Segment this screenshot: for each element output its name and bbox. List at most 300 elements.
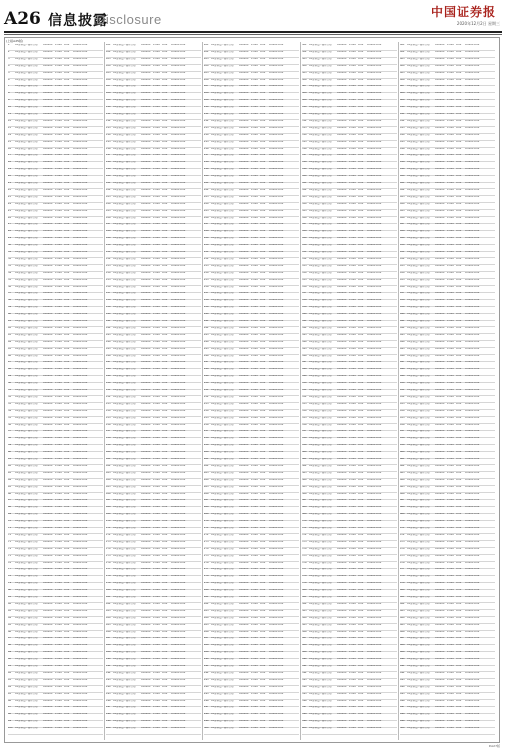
table-row: 405 XX证券资产管理计划 XX0000 1.000 0.00 0.00000.00 [400,71,480,74]
table-row: 411 XX证券资产管理计划 XX0000 1.000 0.00 0.00000.00 [400,113,480,115]
table-row: 83 XX证券资产管理计划 XX0000 1.000 0.00 0.00000.00 [8,609,88,612]
table-row: 241 XX证券资产管理计划 XX0000 1.000 0.00 0.00000.00 [204,320,284,322]
table-row: 95 XX证券资产管理计划 XX0000 1.000 0.00 0.00000.00 [8,692,88,695]
table-row: 350 XX证券资产管理计划 XX0000 1.000 0.00 0.00000.00 [302,382,382,385]
table-row: 440 XX证券资产管理计划 XX0000 1.000 0.00 0.00000.00 [400,313,480,316]
table-row: 108 XX证券资产管理计划 XX0000 1.000 0.00 0.00000.00 [106,92,186,95]
table-row: 280 XX证券资产管理计划 XX0000 1.000 0.00 0.00000.00 [204,589,284,592]
table-row: 343 XX证券资产管理计划 XX0000 1.000 0.00 0.00000.00 [302,333,382,336]
table-row: 226 XX证券资产管理计划 XX0000 1.000 0.00 0.00000.00 [204,216,284,219]
table-row: 460 XX证券资产管理计划 XX0000 1.000 0.00 0.00000.00 [400,451,480,454]
table-row: 339 XX证券资产管理计划 XX0000 1.000 0.00 0.00000.00 [302,306,382,309]
table-row: 113 XX证券资产管理计划 XX0000 1.000 0.00 0.00000.00 [106,126,186,129]
table-row: 466 XX证券资产管理计划 XX0000 1.000 0.00 0.00000.00 [400,492,480,495]
table-row: 491 XX证券资产管理计划 XX0000 1.000 0.00 0.00000.00 [400,665,480,667]
table-row: 348 XX证券资产管理计划 XX0000 1.000 0.00 0.00000.00 [302,368,382,371]
table-row: 271 XX证券资产管理计划 XX0000 1.000 0.00 0.00000.00 [204,527,284,529]
table-row: 231 XX证券资产管理计划 XX0000 1.000 0.00 0.00000.00 [204,251,284,253]
table-row: 458 XX证券资产管理计划 XX0000 1.000 0.00 0.00000.00 [400,437,480,440]
table-row: 306 XX证券资产管理计划 XX0000 1.000 0.00 0.00000.00 [302,78,382,81]
table-row: 340 XX证券资产管理计划 XX0000 1.000 0.00 0.00000.00 [302,313,382,316]
table-row: 32 XX证券资产管理计划 XX0000 1.000 0.00 0.00000.00 [8,257,88,260]
table-row: 272 XX证券资产管理计划 XX0000 1.000 0.00 0.00000.00 [204,533,284,536]
table-row: 212 XX证券资产管理计划 XX0000 1.000 0.00 0.00000.00 [204,119,284,122]
table-row: 357 XX证券资产管理计划 XX0000 1.000 0.00 0.00000.00 [302,430,382,433]
table-row: 121 XX证券资产管理计划 XX0000 1.000 0.00 0.00000.00 [106,182,186,184]
table-row: 136 XX证券资产管理计划 XX0000 1.000 0.00 0.00000.00 [106,285,186,288]
table-row: 123 XX证券资产管理计划 XX0000 1.000 0.00 0.00000.00 [106,195,186,198]
table-row: 55 XX证券资产管理计划 XX0000 1.000 0.00 0.00000.00 [8,416,88,419]
table-row: 125 XX证券资产管理计划 XX0000 1.000 0.00 0.00000.00 [106,209,186,212]
table-row: 152 XX证券资产管理计划 XX0000 1.000 0.00 0.00000.00 [106,395,186,398]
table-row: 286 XX证券资产管理计划 XX0000 1.000 0.00 0.00000.00 [204,630,284,633]
table-row: 112 XX证券资产管理计划 XX0000 1.000 0.00 0.00000.00 [106,119,186,122]
table-row: 128 XX证券资产管理计划 XX0000 1.000 0.00 0.00000.00 [106,230,186,233]
table-row: 165 XX证券资产管理计划 XX0000 1.000 0.00 0.00000.00 [106,485,186,488]
table-row: 309 XX证券资产管理计划 XX0000 1.000 0.00 0.00000.00 [302,99,382,102]
table-row: 107 XX证券资产管理计划 XX0000 1.000 0.00 0.00000.00 [106,85,186,88]
table-row: 329 XX证券资产管理计划 XX0000 1.000 0.00 0.00000.00 [302,237,382,240]
table-row: 324 XX证券资产管理计划 XX0000 1.000 0.00 0.00000.00 [302,202,382,205]
table-row: 390 XX证券资产管理计划 XX0000 1.000 0.00 0.00000.00 [302,658,382,661]
table-row: 299 XX证券资产管理计划 XX0000 1.000 0.00 0.00000.00 [204,720,284,723]
table-row: 236 XX证券资产管理计划 XX0000 1.000 0.00 0.00000.00 [204,285,284,288]
table-row: 316 XX证券资产管理计划 XX0000 1.000 0.00 0.00000.00 [302,147,382,150]
table-row: 333 XX证券资产管理计划 XX0000 1.000 0.00 0.00000.00 [302,264,382,267]
table-row: 73 XX证券资产管理计划 XX0000 1.000 0.00 0.00000.00 [8,540,88,543]
table-row: 345 XX证券资产管理计划 XX0000 1.000 0.00 0.00000.00 [302,347,382,350]
table-row: 68 XX证券资产管理计划 XX0000 1.000 0.00 0.00000.00 [8,506,88,509]
table-row: 157 XX证券资产管理计划 XX0000 1.000 0.00 0.00000.00 [106,430,186,433]
table-row: 90 XX证券资产管理计划 XX0000 1.000 0.00 0.00000.00 [8,658,88,661]
table-row: 220 XX证券资产管理计划 XX0000 1.000 0.00 0.00000.00 [204,175,284,178]
table-row: 181 XX证券资产管理计划 XX0000 1.000 0.00 0.00000.00 [106,596,186,598]
table-row: 269 XX证券资产管理计划 XX0000 1.000 0.00 0.00000.00 [204,513,284,516]
table-row: 61 XX证券资产管理计划 XX0000 1.000 0.00 0.00000.00 [8,458,88,460]
table-row: 456 XX证券资产管理计划 XX0000 1.000 0.00 0.00000.00 [400,423,480,426]
table-row: 156 XX证券资产管理计划 XX0000 1.000 0.00 0.00000.00 [106,423,186,426]
table-row: 388 XX证券资产管理计划 XX0000 1.000 0.00 0.00000.00 [302,644,382,647]
table-row: 356 XX证券资产管理计划 XX0000 1.000 0.00 0.00000.00 [302,423,382,426]
table-row: 134 XX证券资产管理计划 XX0000 1.000 0.00 0.00000.00 [106,271,186,274]
table-row: 448 XX证券资产管理计划 XX0000 1.000 0.00 0.00000.00 [400,368,480,371]
table-row: 100 XX证券资产管理计划 XX0000 1.000 0.00 0.00000.00 [8,727,88,730]
table-row: 259 XX证券资产管理计划 XX0000 1.000 0.00 0.00000.00 [204,444,284,447]
table-row: 19 XX证券资产管理计划 XX0000 1.000 0.00 0.00000.00 [8,168,88,171]
table-row: 439 XX证券资产管理计划 XX0000 1.000 0.00 0.00000.00 [400,306,480,309]
table-row: 317 XX证券资产管理计划 XX0000 1.000 0.00 0.00000.00 [302,154,382,157]
table-row: 18 XX证券资产管理计划 XX0000 1.000 0.00 0.00000.00 [8,161,88,164]
table-row: 326 XX证券资产管理计划 XX0000 1.000 0.00 0.00000.00 [302,216,382,219]
table-row: 378 XX证券资产管理计划 XX0000 1.000 0.00 0.00000.00 [302,575,382,578]
table-row: 127 XX证券资产管理计划 XX0000 1.000 0.00 0.00000.00 [106,223,186,226]
table-row: 291 XX证券资产管理计划 XX0000 1.000 0.00 0.00000.00 [204,665,284,667]
table-row: 265 XX证券资产管理计划 XX0000 1.000 0.00 0.00000.00 [204,485,284,488]
table-row: 59 XX证券资产管理计划 XX0000 1.000 0.00 0.00000.00 [8,444,88,447]
table-row: 443 XX证券资产管理计划 XX0000 1.000 0.00 0.00000.00 [400,333,480,336]
table-row: 368 XX证券资产管理计划 XX0000 1.000 0.00 0.00000.00 [302,506,382,509]
table-row: 353 XX证券资产管理计划 XX0000 1.000 0.00 0.00000.00 [302,402,382,405]
table-row: 325 XX证券资产管理计划 XX0000 1.000 0.00 0.00000.00 [302,209,382,212]
table-row: 139 XX证券资产管理计划 XX0000 1.000 0.00 0.00000.00 [106,306,186,309]
table-row: 143 XX证券资产管理计划 XX0000 1.000 0.00 0.00000.00 [106,333,186,336]
table-row: 202 XX证券资产管理计划 XX0000 1.000 0.00 0.00000.00 [204,50,284,53]
table-row: 75 XX证券资产管理计划 XX0000 1.000 0.00 0.00000.00 [8,554,88,557]
table-row: 43 XX证券资产管理计划 XX0000 1.000 0.00 0.00000.00 [8,333,88,336]
table-row: 172 XX证券资产管理计划 XX0000 1.000 0.00 0.00000.00 [106,533,186,536]
table-row: 455 XX证券资产管理计划 XX0000 1.000 0.00 0.00000.00 [400,416,480,419]
table-row: 255 XX证券资产管理计划 XX0000 1.000 0.00 0.00000.00 [204,416,284,419]
table-row: 205 XX证券资产管理计划 XX0000 1.000 0.00 0.00000.00 [204,71,284,74]
table-row: 67 XX证券资产管理计划 XX0000 1.000 0.00 0.00000.00 [8,499,88,502]
table-row: 93 XX证券资产管理计划 XX0000 1.000 0.00 0.00000.00 [8,678,88,681]
table-row: 250 XX证券资产管理计划 XX0000 1.000 0.00 0.00000.00 [204,382,284,385]
table-row: 358 XX证券资产管理计划 XX0000 1.000 0.00 0.00000.00 [302,437,382,440]
table-row: 457 XX证券资产管理计划 XX0000 1.000 0.00 0.00000.00 [400,430,480,433]
table-row: 235 XX证券资产管理计划 XX0000 1.000 0.00 0.00000.00 [204,278,284,281]
table-row: 421 XX证券资产管理计划 XX0000 1.000 0.00 0.00000.00 [400,182,480,184]
table-row: 441 XX证券资产管理计划 XX0000 1.000 0.00 0.00000.00 [400,320,480,322]
table-row: 410 XX证券资产管理计划 XX0000 1.000 0.00 0.00000.00 [400,106,480,109]
table-row: 14 XX证券资产管理计划 XX0000 1.000 0.00 0.00000.00 [8,133,88,136]
table-row: 349 XX证券资产管理计划 XX0000 1.000 0.00 0.00000.00 [302,375,382,378]
table-row: 419 XX证券资产管理计划 XX0000 1.000 0.00 0.00000.00 [400,168,480,171]
table-row: 489 XX证券资产管理计划 XX0000 1.000 0.00 0.00000.00 [400,651,480,654]
table-row: 401 XX证券资产管理计划 XX0000 1.000 0.00 0.00000.00 [400,44,480,46]
table-row: 274 XX证券资产管理计划 XX0000 1.000 0.00 0.00000.00 [204,547,284,550]
table-row: 320 XX证券资产管理计划 XX0000 1.000 0.00 0.00000.00 [302,175,382,178]
table-row: 145 XX证券资产管理计划 XX0000 1.000 0.00 0.00000.00 [106,347,186,350]
table-row: 53 XX证券资产管理计划 XX0000 1.000 0.00 0.00000.00 [8,402,88,405]
table-row: 289 XX证券资产管理计划 XX0000 1.000 0.00 0.00000.00 [204,651,284,654]
table-row: 264 XX证券资产管理计划 XX0000 1.000 0.00 0.00000.00 [204,478,284,481]
table-row: 473 XX证券资产管理计划 XX0000 1.000 0.00 0.00000.00 [400,540,480,543]
table-row: 115 XX证券资产管理计划 XX0000 1.000 0.00 0.00000.00 [106,140,186,143]
table-row: 392 XX证券资产管理计划 XX0000 1.000 0.00 0.00000.00 [302,671,382,674]
table-row: 74 XX证券资产管理计划 XX0000 1.000 0.00 0.00000.00 [8,547,88,550]
table-row: 34 XX证券资产管理计划 XX0000 1.000 0.00 0.00000.00 [8,271,88,274]
table-row: 150 XX证券资产管理计划 XX0000 1.000 0.00 0.00000.00 [106,382,186,385]
table-row: 277 XX证券资产管理计划 XX0000 1.000 0.00 0.00000.00 [204,568,284,571]
table-row: 168 XX证券资产管理计划 XX0000 1.000 0.00 0.00000.00 [106,506,186,509]
table-row: 284 XX证券资产管理计划 XX0000 1.000 0.00 0.00000.00 [204,616,284,619]
table-row: 337 XX证券资产管理计划 XX0000 1.000 0.00 0.00000.00 [302,292,382,295]
table-row: 246 XX证券资产管理计划 XX0000 1.000 0.00 0.00000.00 [204,354,284,357]
table-row: 219 XX证券资产管理计划 XX0000 1.000 0.00 0.00000.00 [204,168,284,171]
table-row: 126 XX证券资产管理计划 XX0000 1.000 0.00 0.00000.00 [106,216,186,219]
table-row: 69 XX证券资产管理计划 XX0000 1.000 0.00 0.00000.00 [8,513,88,516]
table-row: 198 XX证券资产管理计划 XX0000 1.000 0.00 0.00000.00 [106,713,186,716]
table-row: 169 XX证券资产管理计划 XX0000 1.000 0.00 0.00000.00 [106,513,186,516]
table-row: 244 XX证券资产管理计划 XX0000 1.000 0.00 0.00000.00 [204,340,284,343]
table-row: 190 XX证券资产管理计划 XX0000 1.000 0.00 0.00000.00 [106,658,186,661]
issue-date: 2020年12月2日 星期三 [456,21,500,26]
table-row: 103 XX证券资产管理计划 XX0000 1.000 0.00 0.00000.00 [106,57,186,60]
table-row: 49 XX证券资产管理计划 XX0000 1.000 0.00 0.00000.00 [8,375,88,378]
table-row: 423 XX证券资产管理计划 XX0000 1.000 0.00 0.00000.00 [400,195,480,198]
table-row: 84 XX证券资产管理计划 XX0000 1.000 0.00 0.00000.00 [8,616,88,619]
table-row: 301 XX证券资产管理计划 XX0000 1.000 0.00 0.00000.00 [302,44,382,46]
table-row: 186 XX证券资产管理计划 XX0000 1.000 0.00 0.00000.00 [106,630,186,633]
table-row: 193 XX证券资产管理计划 XX0000 1.000 0.00 0.00000.00 [106,678,186,681]
table-row: 37 XX证券资产管理计划 XX0000 1.000 0.00 0.00000.00 [8,292,88,295]
table-row: 360 XX证券资产管理计划 XX0000 1.000 0.00 0.00000.00 [302,451,382,454]
table-row: 397 XX证券资产管理计划 XX0000 1.000 0.00 0.00000.00 [302,706,382,709]
column-divider [398,42,399,740]
table-row: 318 XX证券资产管理计划 XX0000 1.000 0.00 0.00000.00 [302,161,382,164]
table-row: 338 XX证券资产管理计划 XX0000 1.000 0.00 0.00000.00 [302,299,382,302]
table-row: 300 XX证券资产管理计划 XX0000 1.000 0.00 0.00000.00 [204,727,284,730]
table-row: 384 XX证券资产管理计划 XX0000 1.000 0.00 0.00000.00 [302,616,382,619]
table-row: 347 XX证券资产管理计划 XX0000 1.000 0.00 0.00000.00 [302,361,382,364]
table-row: 2 XX证券资产管理计划 XX0000 1.000 0.00 0.00000.00 [8,50,88,53]
table-row: 288 XX证券资产管理计划 XX0000 1.000 0.00 0.00000.00 [204,644,284,647]
table-row: 11 XX证券资产管理计划 XX0000 1.000 0.00 0.00000.00 [8,113,88,115]
table-row: 229 XX证券资产管理计划 XX0000 1.000 0.00 0.00000.00 [204,237,284,240]
table-row: 195 XX证券资产管理计划 XX0000 1.000 0.00 0.00000.00 [106,692,186,695]
table-row: 62 XX证券资产管理计划 XX0000 1.000 0.00 0.00000.00 [8,464,88,467]
table-row: 36 XX证券资产管理计划 XX0000 1.000 0.00 0.00000.00 [8,285,88,288]
table-row: 331 XX证券资产管理计划 XX0000 1.000 0.00 0.00000.00 [302,251,382,253]
table-row: 3 XX证券资产管理计划 XX0000 1.000 0.00 0.00000.00 [8,57,88,60]
table-row: 199 XX证券资产管理计划 XX0000 1.000 0.00 0.00000.00 [106,720,186,723]
table-row: 50 XX证券资产管理计划 XX0000 1.000 0.00 0.00000.00 [8,382,88,385]
table-row: 479 XX证券资产管理计划 XX0000 1.000 0.00 0.00000.00 [400,582,480,585]
table-row: 147 XX证券资产管理计划 XX0000 1.000 0.00 0.00000.00 [106,361,186,364]
table-row: 179 XX证券资产管理计划 XX0000 1.000 0.00 0.00000.00 [106,582,186,585]
table-row: 296 XX证券资产管理计划 XX0000 1.000 0.00 0.00000.00 [204,699,284,702]
table-row: 361 XX证券资产管理计划 XX0000 1.000 0.00 0.00000.00 [302,458,382,460]
table-row: 495 XX证券资产管理计划 XX0000 1.000 0.00 0.00000.00 [400,692,480,695]
table-row: 20 XX证券资产管理计划 XX0000 1.000 0.00 0.00000.00 [8,175,88,178]
table-row: 254 XX证券资产管理计划 XX0000 1.000 0.00 0.00000.00 [204,409,284,412]
table-row: 483 XX证券资产管理计划 XX0000 1.000 0.00 0.00000.00 [400,609,480,612]
table-row: 278 XX证券资产管理计划 XX0000 1.000 0.00 0.00000.00 [204,575,284,578]
table-row: 482 XX证券资产管理计划 XX0000 1.000 0.00 0.00000.00 [400,602,480,605]
table-row: 242 XX证券资产管理计划 XX0000 1.000 0.00 0.00000.00 [204,326,284,329]
table-row: 279 XX证券资产管理计划 XX0000 1.000 0.00 0.00000.00 [204,582,284,585]
table-row: 484 XX证券资产管理计划 XX0000 1.000 0.00 0.00000.00 [400,616,480,619]
table-row: 481 XX证券资产管理计划 XX0000 1.000 0.00 0.00000.00 [400,596,480,598]
table-row: 253 XX证券资产管理计划 XX0000 1.000 0.00 0.00000.00 [204,402,284,405]
masthead [0,0,506,30]
table-row: 141 XX证券资产管理计划 XX0000 1.000 0.00 0.00000.00 [106,320,186,322]
table-row: 487 XX证券资产管理计划 XX0000 1.000 0.00 0.00000.00 [400,637,480,640]
table-column [204,44,299,740]
table-row: 89 XX证券资产管理计划 XX0000 1.000 0.00 0.00000.00 [8,651,88,654]
table-row: 408 XX证券资产管理计划 XX0000 1.000 0.00 0.00000.00 [400,92,480,95]
table-row: 370 XX证券资产管理计划 XX0000 1.000 0.00 0.00000.00 [302,520,382,523]
table-row: 342 XX证券资产管理计划 XX0000 1.000 0.00 0.00000.00 [302,326,382,329]
table-row: 285 XX证券资产管理计划 XX0000 1.000 0.00 0.00000.00 [204,623,284,626]
table-row: 81 XX证券资产管理计划 XX0000 1.000 0.00 0.00000.00 [8,596,88,598]
table-row: 38 XX证券资产管理计划 XX0000 1.000 0.00 0.00000.00 [8,299,88,302]
table-row: 366 XX证券资产管理计划 XX0000 1.000 0.00 0.00000.00 [302,492,382,495]
table-row: 210 XX证券资产管理计划 XX0000 1.000 0.00 0.00000.00 [204,106,284,109]
table-row: 281 XX证券资产管理计划 XX0000 1.000 0.00 0.00000.00 [204,596,284,598]
table-row: 367 XX证券资产管理计划 XX0000 1.000 0.00 0.00000.00 [302,499,382,502]
table-row: 42 XX证券资产管理计划 XX0000 1.000 0.00 0.00000.00 [8,326,88,329]
table-row: 96 XX证券资产管理计划 XX0000 1.000 0.00 0.00000.00 [8,699,88,702]
table-row: 379 XX证券资产管理计划 XX0000 1.000 0.00 0.00000.00 [302,582,382,585]
table-row: 4 XX证券资产管理计划 XX0000 1.000 0.00 0.00000.00 [8,64,88,67]
table-row: 80 XX证券资产管理计划 XX0000 1.000 0.00 0.00000.00 [8,589,88,592]
table-row: 46 XX证券资产管理计划 XX0000 1.000 0.00 0.00000.00 [8,354,88,357]
table-row: 239 XX证券资产管理计划 XX0000 1.000 0.00 0.00000.00 [204,306,284,309]
table-row: 480 XX证券资产管理计划 XX0000 1.000 0.00 0.00000.00 [400,589,480,592]
table-row: 118 XX证券资产管理计划 XX0000 1.000 0.00 0.00000.00 [106,161,186,164]
table-row: 287 XX证券资产管理计划 XX0000 1.000 0.00 0.00000.00 [204,637,284,640]
table-row: 224 XX证券资产管理计划 XX0000 1.000 0.00 0.00000.00 [204,202,284,205]
table-row: 163 XX证券资产管理计划 XX0000 1.000 0.00 0.00000.00 [106,471,186,474]
table-row: 200 XX证券资产管理计划 XX0000 1.000 0.00 0.00000.00 [106,727,186,730]
table-row: 261 XX证券资产管理计划 XX0000 1.000 0.00 0.00000.00 [204,458,284,460]
table-row: 322 XX证券资产管理计划 XX0000 1.000 0.00 0.00000.00 [302,188,382,191]
table-row: 383 XX证券资产管理计划 XX0000 1.000 0.00 0.00000.00 [302,609,382,612]
table-row: 111 XX证券资产管理计划 XX0000 1.000 0.00 0.00000.00 [106,113,186,115]
table-row: 380 XX证券资产管理计划 XX0000 1.000 0.00 0.00000.00 [302,589,382,592]
table-row: 230 XX证券资产管理计划 XX0000 1.000 0.00 0.00000.00 [204,244,284,247]
table-row: 465 XX证券资产管理计划 XX0000 1.000 0.00 0.00000.00 [400,485,480,488]
next-page-note: P.A27版 [488,744,500,748]
table-row: 344 XX证券资产管理计划 XX0000 1.000 0.00 0.00000.00 [302,340,382,343]
table-row: 106 XX证券资产管理计划 XX0000 1.000 0.00 0.00000.00 [106,78,186,81]
table-row: 101 XX证券资产管理计划 XX0000 1.000 0.00 0.00000.00 [106,44,186,46]
table-row: 146 XX证券资产管理计划 XX0000 1.000 0.00 0.00000.00 [106,354,186,357]
table-row: 51 XX证券资产管理计划 XX0000 1.000 0.00 0.00000.00 [8,389,88,391]
table-row: 363 XX证券资产管理计划 XX0000 1.000 0.00 0.00000.00 [302,471,382,474]
table-row: 174 XX证券资产管理计划 XX0000 1.000 0.00 0.00000.00 [106,547,186,550]
table-row: 416 XX证券资产管理计划 XX0000 1.000 0.00 0.00000.00 [400,147,480,150]
table-row: 330 XX证券资产管理计划 XX0000 1.000 0.00 0.00000.00 [302,244,382,247]
table-row: 175 XX证券资产管理计划 XX0000 1.000 0.00 0.00000.00 [106,554,186,557]
table-row: 153 XX证券资产管理计划 XX0000 1.000 0.00 0.00000.00 [106,402,186,405]
table-row: 400 XX证券资产管理计划 XX0000 1.000 0.00 0.00000.00 [302,727,382,730]
table-row: 15 XX证券资产管理计划 XX0000 1.000 0.00 0.00000.00 [8,140,88,143]
table-row: 28 XX证券资产管理计划 XX0000 1.000 0.00 0.00000.00 [8,230,88,233]
table-row: 188 XX证券资产管理计划 XX0000 1.000 0.00 0.00000.00 [106,644,186,647]
table-row: 54 XX证券资产管理计划 XX0000 1.000 0.00 0.00000.00 [8,409,88,412]
table-row: 160 XX证券资产管理计划 XX0000 1.000 0.00 0.00000.00 [106,451,186,454]
table-row: 64 XX证券资产管理计划 XX0000 1.000 0.00 0.00000.00 [8,478,88,481]
table-row: 434 XX证券资产管理计划 XX0000 1.000 0.00 0.00000.00 [400,271,480,274]
table-row: 407 XX证券资产管理计划 XX0000 1.000 0.00 0.00000.00 [400,85,480,88]
table-row: 335 XX证券资产管理计划 XX0000 1.000 0.00 0.00000.00 [302,278,382,281]
table-row: 402 XX证券资产管理计划 XX0000 1.000 0.00 0.00000.00 [400,50,480,53]
table-row: 258 XX证券资产管理计划 XX0000 1.000 0.00 0.00000.00 [204,437,284,440]
table-row: 12 XX证券资产管理计划 XX0000 1.000 0.00 0.00000.00 [8,119,88,122]
table-row: 237 XX证券资产管理计划 XX0000 1.000 0.00 0.00000.00 [204,292,284,295]
table-row: 216 XX证券资产管理计划 XX0000 1.000 0.00 0.00000.00 [204,147,284,150]
table-row: 120 XX证券资产管理计划 XX0000 1.000 0.00 0.00000.00 [106,175,186,178]
table-row: 381 XX证券资产管理计划 XX0000 1.000 0.00 0.00000.00 [302,596,382,598]
newspaper-logo: 中国证券报 [430,5,496,19]
table-row: 207 XX证券资产管理计划 XX0000 1.000 0.00 0.00000.00 [204,85,284,88]
table-row: 435 XX证券资产管理计划 XX0000 1.000 0.00 0.00000.00 [400,278,480,281]
table-row: 135 XX证券资产管理计划 XX0000 1.000 0.00 0.00000.00 [106,278,186,281]
table-row: 144 XX证券资产管理计划 XX0000 1.000 0.00 0.00000.00 [106,340,186,343]
table-row: 41 XX证券资产管理计划 XX0000 1.000 0.00 0.00000.00 [8,320,88,322]
table-row: 232 XX证券资产管理计划 XX0000 1.000 0.00 0.00000.00 [204,257,284,260]
table-row: 494 XX证券资产管理计划 XX0000 1.000 0.00 0.00000.00 [400,685,480,688]
table-row: 91 XX证券资产管理计划 XX0000 1.000 0.00 0.00000.00 [8,665,88,667]
column-divider [202,42,203,740]
table-row: 87 XX证券资产管理计划 XX0000 1.000 0.00 0.00000.00 [8,637,88,640]
table-row: 297 XX证券资产管理计划 XX0000 1.000 0.00 0.00000.00 [204,706,284,709]
table-row: 290 XX证券资产管理计划 XX0000 1.000 0.00 0.00000.00 [204,658,284,661]
table-row: 433 XX证券资产管理计划 XX0000 1.000 0.00 0.00000.00 [400,264,480,267]
table-row: 352 XX证券资产管理计划 XX0000 1.000 0.00 0.00000.00 [302,395,382,398]
table-row: 468 XX证券资产管理计划 XX0000 1.000 0.00 0.00000.00 [400,506,480,509]
table-row: 9 XX证券资产管理计划 XX0000 1.000 0.00 0.00000.00 [8,99,88,102]
table-row: 412 XX证券资产管理计划 XX0000 1.000 0.00 0.00000.00 [400,119,480,122]
table-row: 159 XX证券资产管理计划 XX0000 1.000 0.00 0.00000.00 [106,444,186,447]
table-row: 369 XX证券资产管理计划 XX0000 1.000 0.00 0.00000.00 [302,513,382,516]
table-row: 1 XX证券资产管理计划 XX0000 1.000 0.00 0.00000.00 [8,44,88,46]
table-row: 449 XX证券资产管理计划 XX0000 1.000 0.00 0.00000.00 [400,375,480,378]
table-row: 149 XX证券资产管理计划 XX0000 1.000 0.00 0.00000.00 [106,375,186,378]
table-row: 192 XX证券资产管理计划 XX0000 1.000 0.00 0.00000.00 [106,671,186,674]
table-row: 313 XX证券资产管理计划 XX0000 1.000 0.00 0.00000.00 [302,126,382,129]
table-row: 218 XX证券资产管理计划 XX0000 1.000 0.00 0.00000.00 [204,161,284,164]
table-row: 365 XX证券资产管理计划 XX0000 1.000 0.00 0.00000.00 [302,485,382,488]
table-row: 208 XX证券资产管理计划 XX0000 1.000 0.00 0.00000.00 [204,92,284,95]
table-row: 189 XX证券资产管理计划 XX0000 1.000 0.00 0.00000.00 [106,651,186,654]
table-row: 221 XX证券资产管理计划 XX0000 1.000 0.00 0.00000.00 [204,182,284,184]
table-row: 334 XX证券资产管理计划 XX0000 1.000 0.00 0.00000.00 [302,271,382,274]
table-row: 65 XX证券资产管理计划 XX0000 1.000 0.00 0.00000.00 [8,485,88,488]
table-row: 35 XX证券资产管理计划 XX0000 1.000 0.00 0.00000.00 [8,278,88,281]
table-row: 182 XX证券资产管理计划 XX0000 1.000 0.00 0.00000.00 [106,602,186,605]
table-row: 252 XX证券资产管理计划 XX0000 1.000 0.00 0.00000.00 [204,395,284,398]
table-row: 70 XX证券资产管理计划 XX0000 1.000 0.00 0.00000.00 [8,520,88,523]
table-row: 39 XX证券资产管理计划 XX0000 1.000 0.00 0.00000.00 [8,306,88,309]
table-row: 362 XX证券资产管理计划 XX0000 1.000 0.00 0.00000.00 [302,464,382,467]
table-row: 346 XX证券资产管理计划 XX0000 1.000 0.00 0.00000.00 [302,354,382,357]
table-row: 267 XX证券资产管理计划 XX0000 1.000 0.00 0.00000.00 [204,499,284,502]
table-row: 293 XX证券资产管理计划 XX0000 1.000 0.00 0.00000.00 [204,678,284,681]
table-row: 204 XX证券资产管理计划 XX0000 1.000 0.00 0.00000.00 [204,64,284,67]
table-row: 307 XX证券资产管理计划 XX0000 1.000 0.00 0.00000.00 [302,85,382,88]
table-row: 114 XX证券资产管理计划 XX0000 1.000 0.00 0.00000.00 [106,133,186,136]
table-row: 312 XX证券资产管理计划 XX0000 1.000 0.00 0.00000.00 [302,119,382,122]
table-row: 151 XX证券资产管理计划 XX0000 1.000 0.00 0.00000.00 [106,389,186,391]
table-row: 45 XX证券资产管理计划 XX0000 1.000 0.00 0.00000.00 [8,347,88,350]
table-row: 6 XX证券资产管理计划 XX0000 1.000 0.00 0.00000.00 [8,78,88,81]
table-row: 178 XX证券资产管理计划 XX0000 1.000 0.00 0.00000.00 [106,575,186,578]
table-row: 97 XX证券资产管理计划 XX0000 1.000 0.00 0.00000.00 [8,706,88,709]
table-row: 406 XX证券资产管理计划 XX0000 1.000 0.00 0.00000.00 [400,78,480,81]
header-rule [4,31,502,33]
table-row: 283 XX证券资产管理计划 XX0000 1.000 0.00 0.00000.00 [204,609,284,612]
section-title: 信息披露 [48,13,108,29]
table-row: 304 XX证券资产管理计划 XX0000 1.000 0.00 0.00000.00 [302,64,382,67]
table-row: 29 XX证券资产管理计划 XX0000 1.000 0.00 0.00000.00 [8,237,88,240]
table-row: 436 XX证券资产管理计划 XX0000 1.000 0.00 0.00000.00 [400,285,480,288]
table-row: 298 XX证券资产管理计划 XX0000 1.000 0.00 0.00000.00 [204,713,284,716]
table-row: 315 XX证券资产管理计划 XX0000 1.000 0.00 0.00000.00 [302,140,382,143]
table-row: 183 XX证券资产管理计划 XX0000 1.000 0.00 0.00000.00 [106,609,186,612]
table-row: 385 XX证券资产管理计划 XX0000 1.000 0.00 0.00000.00 [302,623,382,626]
table-row: 27 XX证券资产管理计划 XX0000 1.000 0.00 0.00000.00 [8,223,88,226]
table-row: 492 XX证券资产管理计划 XX0000 1.000 0.00 0.00000.00 [400,671,480,674]
table-row: 359 XX证券资产管理计划 XX0000 1.000 0.00 0.00000.00 [302,444,382,447]
table-row: 396 XX证券资产管理计划 XX0000 1.000 0.00 0.00000.00 [302,699,382,702]
page-number: A26 [4,9,41,29]
table-row: 432 XX证券资产管理计划 XX0000 1.000 0.00 0.00000.00 [400,257,480,260]
table-row: 303 XX证券资产管理计划 XX0000 1.000 0.00 0.00000.00 [302,57,382,60]
table-row: 437 XX证券资产管理计划 XX0000 1.000 0.00 0.00000.00 [400,292,480,295]
